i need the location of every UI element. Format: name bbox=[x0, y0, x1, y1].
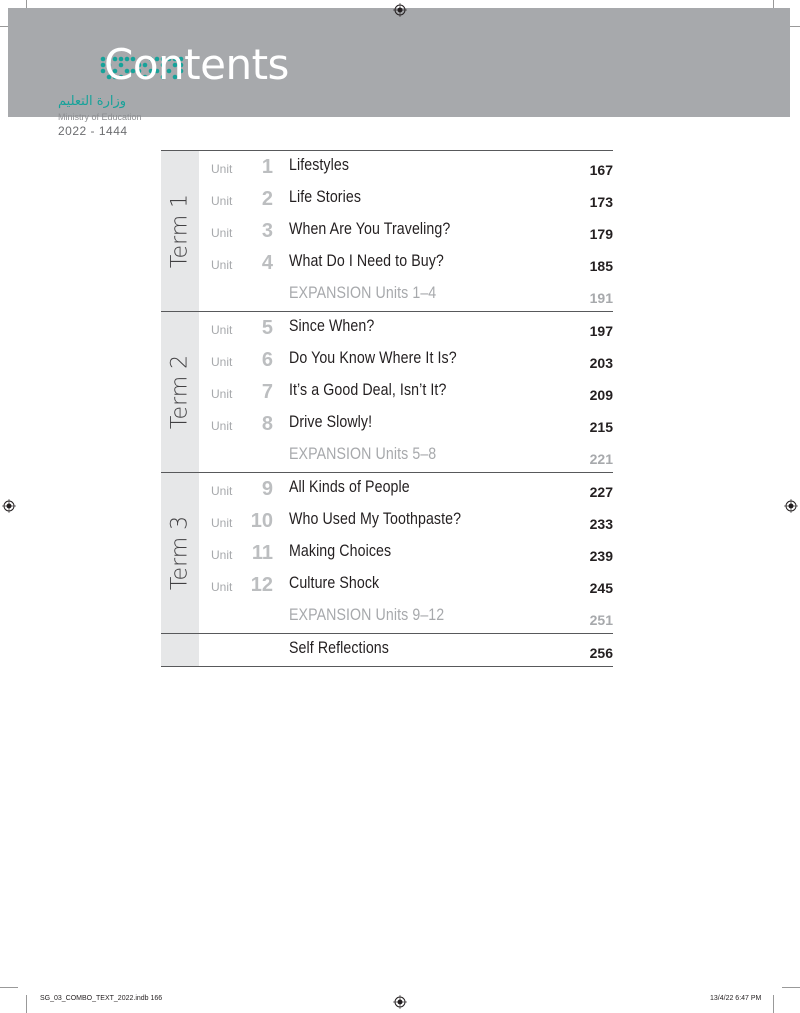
page-title: Contents bbox=[104, 40, 289, 89]
page-number: 233 bbox=[589, 516, 613, 532]
page-number: 215 bbox=[589, 419, 613, 435]
toc-entry[interactable] bbox=[199, 569, 613, 601]
entry-title: What Do I Need to Buy? bbox=[289, 252, 444, 270]
edition-year: 2022 - 1444 bbox=[58, 124, 128, 138]
unit-label: Unit bbox=[211, 194, 233, 208]
entry-title: Since When? bbox=[289, 317, 375, 335]
page-number: 239 bbox=[589, 548, 613, 564]
unit-number: 5 bbox=[261, 317, 273, 339]
toc-entry[interactable] bbox=[199, 376, 613, 408]
entry-title: EXPANSION Units 9–12 bbox=[289, 606, 445, 624]
unit-number: 12 bbox=[250, 574, 273, 596]
unit-label: Unit bbox=[211, 162, 233, 176]
entry-title: Who Used My Toothpaste? bbox=[289, 510, 462, 528]
toc-rows bbox=[199, 473, 613, 633]
term-block bbox=[161, 473, 613, 634]
toc-rows bbox=[199, 312, 613, 472]
toc-entry[interactable] bbox=[199, 473, 613, 505]
entry-title: When Are You Traveling? bbox=[289, 220, 451, 238]
entry-title: Lifestyles bbox=[289, 156, 350, 174]
entry-title: EXPANSION Units 1–4 bbox=[289, 284, 437, 302]
entry-title: Self Reflections bbox=[289, 639, 389, 657]
unit-label: Unit bbox=[211, 580, 233, 594]
page-number: 179 bbox=[589, 226, 613, 242]
page-number: 251 bbox=[589, 612, 613, 628]
entry-title: Making Choices bbox=[289, 542, 392, 560]
unit-number: 4 bbox=[261, 252, 273, 274]
entry-title: Culture Shock bbox=[289, 574, 380, 592]
toc-entry[interactable] bbox=[199, 312, 613, 344]
term-label bbox=[161, 473, 199, 633]
unit-label: Unit bbox=[211, 355, 233, 369]
unit-label: Unit bbox=[211, 258, 233, 272]
table-of-contents bbox=[161, 150, 613, 667]
term-label-text: Term 2 bbox=[167, 354, 193, 430]
entry-title: All Kinds of People bbox=[289, 478, 410, 496]
page-number: 203 bbox=[589, 355, 613, 371]
term-block bbox=[161, 634, 613, 667]
page-number: 197 bbox=[589, 323, 613, 339]
toc-entry[interactable] bbox=[199, 440, 613, 472]
toc-entry[interactable] bbox=[199, 215, 613, 247]
unit-number: 6 bbox=[261, 349, 273, 371]
toc-entry[interactable] bbox=[199, 247, 613, 279]
page-number: 209 bbox=[589, 387, 613, 403]
page-number: 167 bbox=[589, 162, 613, 178]
unit-label: Unit bbox=[211, 323, 233, 337]
unit-label: Unit bbox=[211, 226, 233, 240]
crop-mark bbox=[782, 987, 800, 988]
ministry-name: Ministry of Education bbox=[58, 112, 142, 122]
footer-file-info: SG_03_COMBO_TEXT_2022.indb 166 bbox=[40, 995, 163, 1002]
term-label bbox=[161, 151, 199, 311]
toc-entry[interactable] bbox=[199, 601, 613, 633]
registration-mark-icon bbox=[2, 499, 16, 513]
unit-number: 8 bbox=[261, 413, 273, 435]
term-block bbox=[161, 151, 613, 312]
entry-title: EXPANSION Units 5–8 bbox=[289, 445, 437, 463]
page-number: 173 bbox=[589, 194, 613, 210]
crop-mark bbox=[0, 987, 18, 988]
term-label-text: Term 1 bbox=[167, 193, 193, 269]
toc-entry[interactable] bbox=[199, 151, 613, 183]
page-number: 227 bbox=[589, 484, 613, 500]
toc-entry[interactable] bbox=[199, 279, 613, 311]
term-block bbox=[161, 312, 613, 473]
registration-mark-icon bbox=[393, 995, 407, 1009]
unit-label: Unit bbox=[211, 387, 233, 401]
toc-entry[interactable] bbox=[199, 505, 613, 537]
unit-number: 9 bbox=[261, 478, 273, 500]
toc-entry[interactable] bbox=[199, 344, 613, 376]
toc-rows bbox=[199, 151, 613, 311]
page-number: 245 bbox=[589, 580, 613, 596]
unit-label: Unit bbox=[211, 516, 233, 530]
unit-number: 2 bbox=[261, 188, 273, 210]
term-label bbox=[161, 312, 199, 472]
ministry-logo-text: وزارة التعليم bbox=[58, 94, 127, 109]
entry-title: Life Stories bbox=[289, 188, 362, 206]
toc-rows bbox=[199, 634, 613, 666]
footer-date: 13/4/22 6:47 PM bbox=[710, 995, 762, 1002]
registration-mark-icon bbox=[784, 499, 798, 513]
crop-mark bbox=[26, 995, 27, 1013]
entry-title: Drive Slowly! bbox=[289, 413, 373, 431]
unit-number: 10 bbox=[250, 510, 273, 532]
page-number: 185 bbox=[589, 258, 613, 274]
unit-number: 11 bbox=[251, 542, 273, 564]
page-number: 191 bbox=[589, 290, 613, 306]
entry-title: It’s a Good Deal, Isn’t It? bbox=[289, 381, 447, 399]
page-number: 256 bbox=[589, 645, 613, 661]
unit-label: Unit bbox=[211, 419, 233, 433]
unit-number: 7 bbox=[261, 381, 273, 403]
toc-entry[interactable] bbox=[199, 634, 613, 666]
toc-entry[interactable] bbox=[199, 537, 613, 569]
unit-number: 3 bbox=[261, 220, 273, 242]
toc-entry[interactable] bbox=[199, 408, 613, 440]
entry-title: Do You Know Where It Is? bbox=[289, 349, 457, 367]
unit-label: Unit bbox=[211, 548, 233, 562]
toc-entry[interactable] bbox=[199, 183, 613, 215]
crop-mark bbox=[773, 995, 774, 1013]
term-label-text: Term 3 bbox=[167, 515, 193, 591]
page-number: 221 bbox=[589, 451, 613, 467]
unit-label: Unit bbox=[211, 484, 233, 498]
registration-mark-icon bbox=[393, 3, 407, 17]
unit-number: 1 bbox=[261, 156, 273, 178]
term-label bbox=[161, 634, 199, 666]
